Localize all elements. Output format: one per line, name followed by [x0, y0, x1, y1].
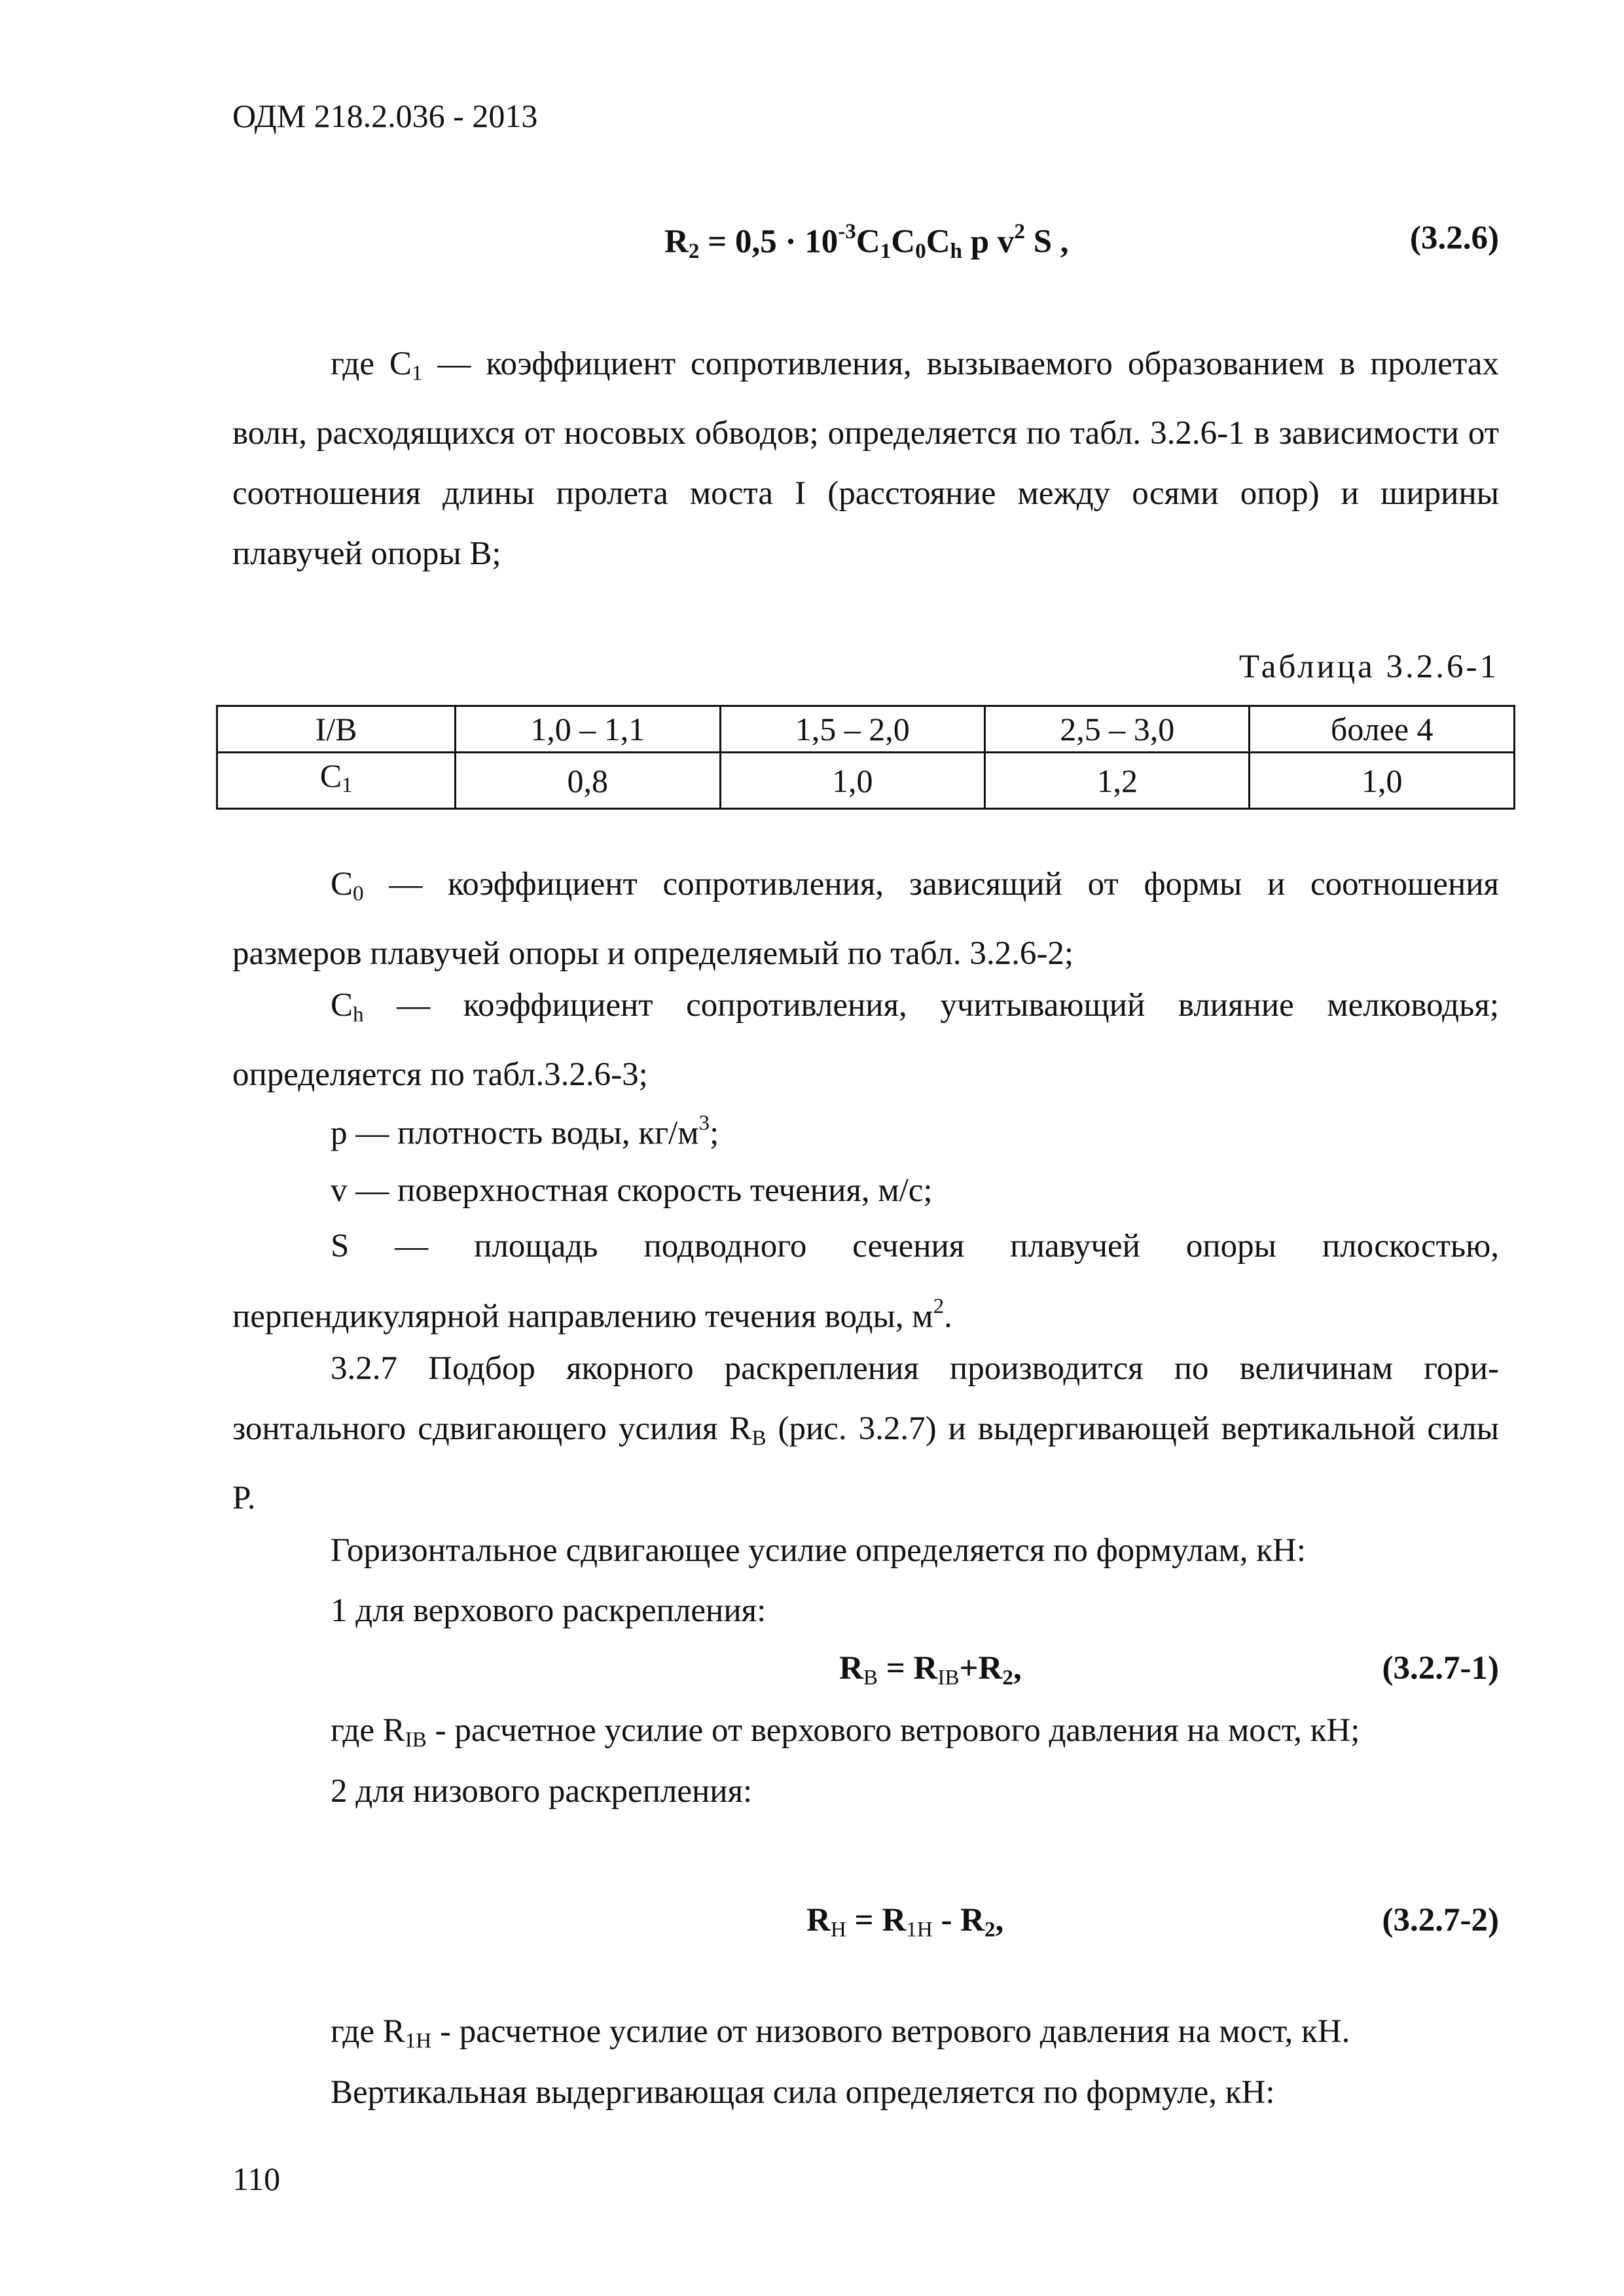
rho-definition: p — плотность воды, $кг/м^3$; — [331, 1111, 719, 1152]
vertical-force-intro: Вертикальная выдергивающая сила определяется по формуле, кН: — [331, 2074, 1275, 2111]
table-row — [217, 753, 1515, 809]
equation-formula: $R_2 = 0,5 \cdot 10^{-3}C_1C_0C_h$ p $v^2$ S , — [664, 219, 1069, 263]
item-2-downstream: 2 для низового раскрепления: — [331, 1773, 753, 1810]
paragraph-s-definition: S — площадь подводного сечения плавучей опоры плоскостью, перпендикулярной направлению течения воды, $м^2$. — [232, 1228, 1499, 1335]
table-cell: 1,0 — [1250, 753, 1515, 809]
r1h-definition: где $R_{1H}$ - расчетное усилие от низового ветрового давления на мост, кН. — [331, 2013, 1350, 2053]
horizontal-force-intro: Горизонтальное сдвигающее усилие определяется по формулам, кН: — [331, 1532, 1307, 1569]
paragraph-ch-definition: $C_h$ — коэффициент сопротивления, учитывающий влияние мелководья; определяется по табл.3.2.6-3; — [232, 987, 1499, 1094]
table-caption: Таблица 3.2.6-1 — [1238, 649, 1499, 685]
velocity-definition: v — поверхностная скорость течения, м/с; — [331, 1172, 933, 1209]
table-cell: более 4 — [1250, 706, 1515, 753]
table-row — [217, 706, 1515, 753]
equation-formula: $R_H = R_{1H} - R_2$, — [806, 1902, 1004, 1942]
equation-number: (3.2.7-2) — [1382, 1902, 1499, 1939]
equation-formula: $R_B = R_{IB}+R_2$, — [839, 1650, 1022, 1690]
table-cell: 2,5 – 3,0 — [985, 706, 1250, 753]
table-cell: 1,0 – 1,1 — [456, 706, 720, 753]
item-1-upstream: 1 для верхового раскрепления: — [331, 1592, 767, 1629]
coefficient-table — [216, 705, 1515, 810]
equation-number: (3.2.7-1) — [1382, 1650, 1499, 1687]
table-cell: 0,8 — [456, 753, 720, 809]
paragraph-3-2-7: 3.2.7 Подбор якорного раскрепления производится по величинам гори-зонтального сдвигающего усилия $R_B$ (рис. 3.2.7) и выдергивающей вертикальной силы P. — [232, 1350, 1499, 1517]
document-header: ОДМ 218.2.036 - 2013 — [232, 98, 538, 134]
table-cell: 1,2 — [985, 753, 1250, 809]
table-cell: $C_1$ — [217, 753, 456, 809]
table-cell: 1,0 — [720, 753, 984, 809]
paragraph-c0-definition: $C_0$ — коэффициент сопротивления, зависящий от формы и соотношения размеров плавучей опоры и определяемый по табл. 3.2.6-2; — [232, 866, 1499, 973]
table-cell: 1,5 – 2,0 — [720, 706, 984, 753]
table-cell: I/B — [217, 706, 456, 753]
equation-3-2-7-2 — [232, 1901, 1499, 1947]
equation-3-2-6 — [232, 219, 1499, 265]
paragraph-c1-definition: где $C_1$ — коэффициент сопротивления, вызываемого образованием в пролетах волн, расходящихся от носовых обводов; определяется по табл. 3.2.6-1 в зависимости от соотношения длины пролета моста I (расстояние между осями опор) и ширины плавучей опоры B; — [232, 346, 1499, 573]
equation-3-2-7-1 — [232, 1649, 1499, 1695]
rib-definition: где $R_{IB}$ - расчетное усилие от верхового ветрового давления на мост, кН; — [331, 1712, 1360, 1752]
equation-number: (3.2.6) — [1410, 220, 1499, 257]
page-number: 110 — [232, 2161, 281, 2197]
